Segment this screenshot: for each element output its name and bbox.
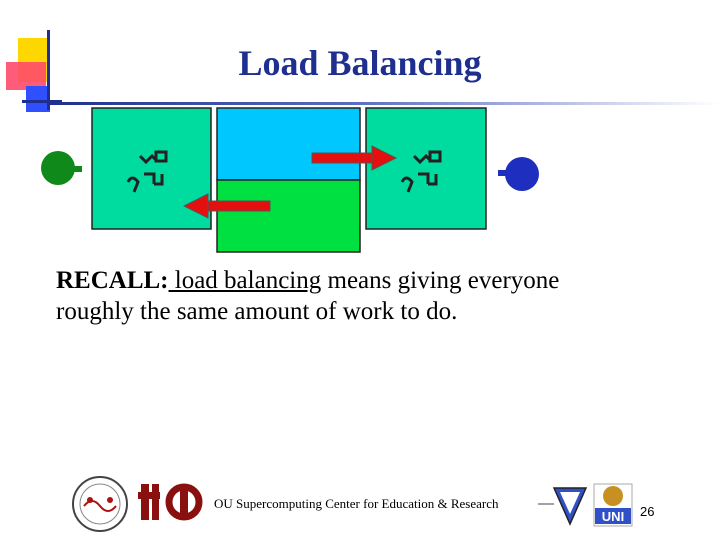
it-ou-logo-icon <box>138 484 199 520</box>
uni-logo-icon <box>594 484 632 526</box>
oscer-seal-icon <box>73 477 127 531</box>
recall-lead: RECALL: <box>56 267 169 294</box>
footer-logos-left <box>66 476 206 534</box>
recall-rest: means giving everyone <box>321 267 560 294</box>
recall-text <box>56 265 676 327</box>
blue-person-icon <box>498 157 539 191</box>
slide-title: Load Balancing <box>238 43 482 83</box>
footer-logos-right <box>538 480 638 530</box>
svg-text:UNI: UNI <box>601 509 625 524</box>
recall-line2: roughly the same amount of work to do. <box>56 298 458 325</box>
load-balancing-diagram <box>0 100 720 260</box>
recall-term: load balancing <box>168 267 322 294</box>
green-person-icon <box>41 151 82 185</box>
footer-text: OU Supercomputing Center for Education & Research <box>214 496 499 511</box>
shield-logo-icon <box>554 488 586 524</box>
table-blue-region <box>217 108 360 180</box>
right-workspace <box>366 108 486 229</box>
table-green-region <box>217 180 360 252</box>
page-number: 26 <box>640 504 655 519</box>
